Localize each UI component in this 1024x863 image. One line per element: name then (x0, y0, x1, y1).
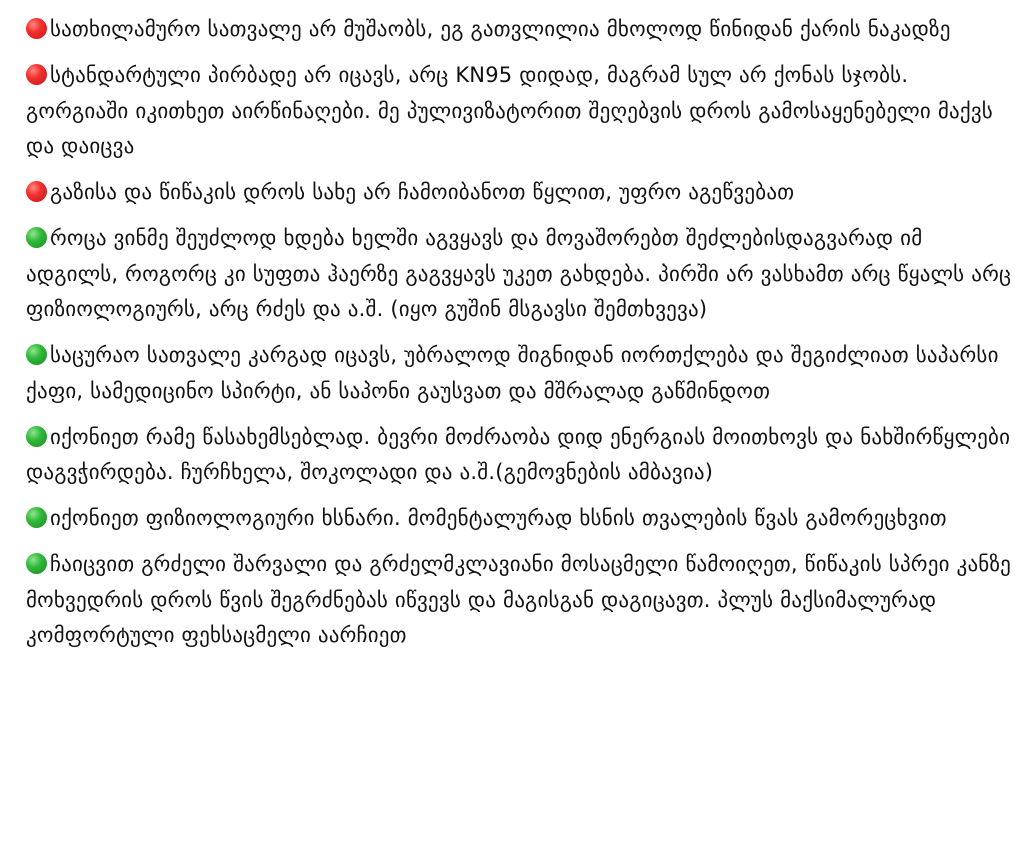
item-text: სათხილამურო სათვალე არ მუშაობს, ეგ გათვლილია მხოლოდ წინიდან ქარის ნაკადზე (50, 17, 951, 41)
item-text: სტანდარტული პირბადე არ იცავს, არც KN95 დიდად, მაგრამ სულ არ ქონას სჯობს. გორგიაში იკითხეთ აირწინაღები. მე პულივიზატორით შეღებვის დროს გამოსაყენებელი მაქვს და დაიცვა (26, 63, 993, 158)
list-item (26, 338, 1012, 409)
item-text: გაზისა და წიწაკის დროს სახე არ ჩამოიბანოთ წყლით, უფრო აგეწვებათ (50, 180, 795, 204)
green-circle-icon (26, 344, 47, 365)
list-item (26, 12, 1012, 48)
red-circle-icon (26, 64, 47, 85)
item-text: ჩაიცვით გრძელი შარვალი და გრძელმკლავიანი მოსაცმელი წამოიღეთ, წიწაკის სპრეი კანზე მოხვედრის დროს წვის შეგრძნებას იწვევს და მაგისგან დაგიცავთ. პლუს მაქსიმალურად კომფორტული ფეხსაცმელი აარჩიეთ (26, 552, 1012, 647)
list-item (26, 420, 1012, 491)
green-circle-icon (26, 227, 47, 248)
post-text (26, 12, 1012, 664)
list-item (26, 501, 1012, 537)
green-circle-icon (26, 507, 47, 528)
item-text: როცა ვინმე შეუძლოდ ხდება ხელში აგვყავს და მოვაშორებთ შეძლებისდაგვარად იმ ადგილს, როგორც კი სუფთა ჰაერზე გაგვყავს უკეთ გახდება. პირში არ ვასხამთ არც წყალს არც ფიზიოლოგიურს, არც რძეს და ა.შ. (იყო გუშინ მსგავსი შემთხვევა) (26, 226, 1012, 321)
list-item (26, 175, 1012, 211)
list-item (26, 221, 1012, 328)
red-circle-icon (26, 181, 47, 202)
list-item (26, 547, 1012, 654)
list-item (26, 58, 1012, 165)
green-circle-icon (26, 426, 47, 447)
item-text: იქონიეთ ფიზიოლოგიური ხსნარი. მომენტალურად ხსნის თვალების წვას გამორეცხვით (50, 506, 947, 530)
item-text: იქონიეთ რამე წასახემსებლად. ბევრი მოძრაობა დიდ ენერგიას მოითხოვს და ნახშირწყლები დაგვჭირდება. ჩურჩხელა, შოკოლადი და ა.შ.(გემოვნების ამბავია) (26, 424, 1011, 484)
item-text: საცურაო სათვალე კარგად იცავს, უბრალოდ შიგნიდან იორთქლება და შეგიძლიათ საპარსი ქაფი, სამედიცინო სპირტი, ან საპონი გაუსვათ და მშრალად გაწმინდოთ (26, 343, 999, 403)
green-circle-icon (26, 553, 47, 574)
red-circle-icon (26, 18, 47, 39)
